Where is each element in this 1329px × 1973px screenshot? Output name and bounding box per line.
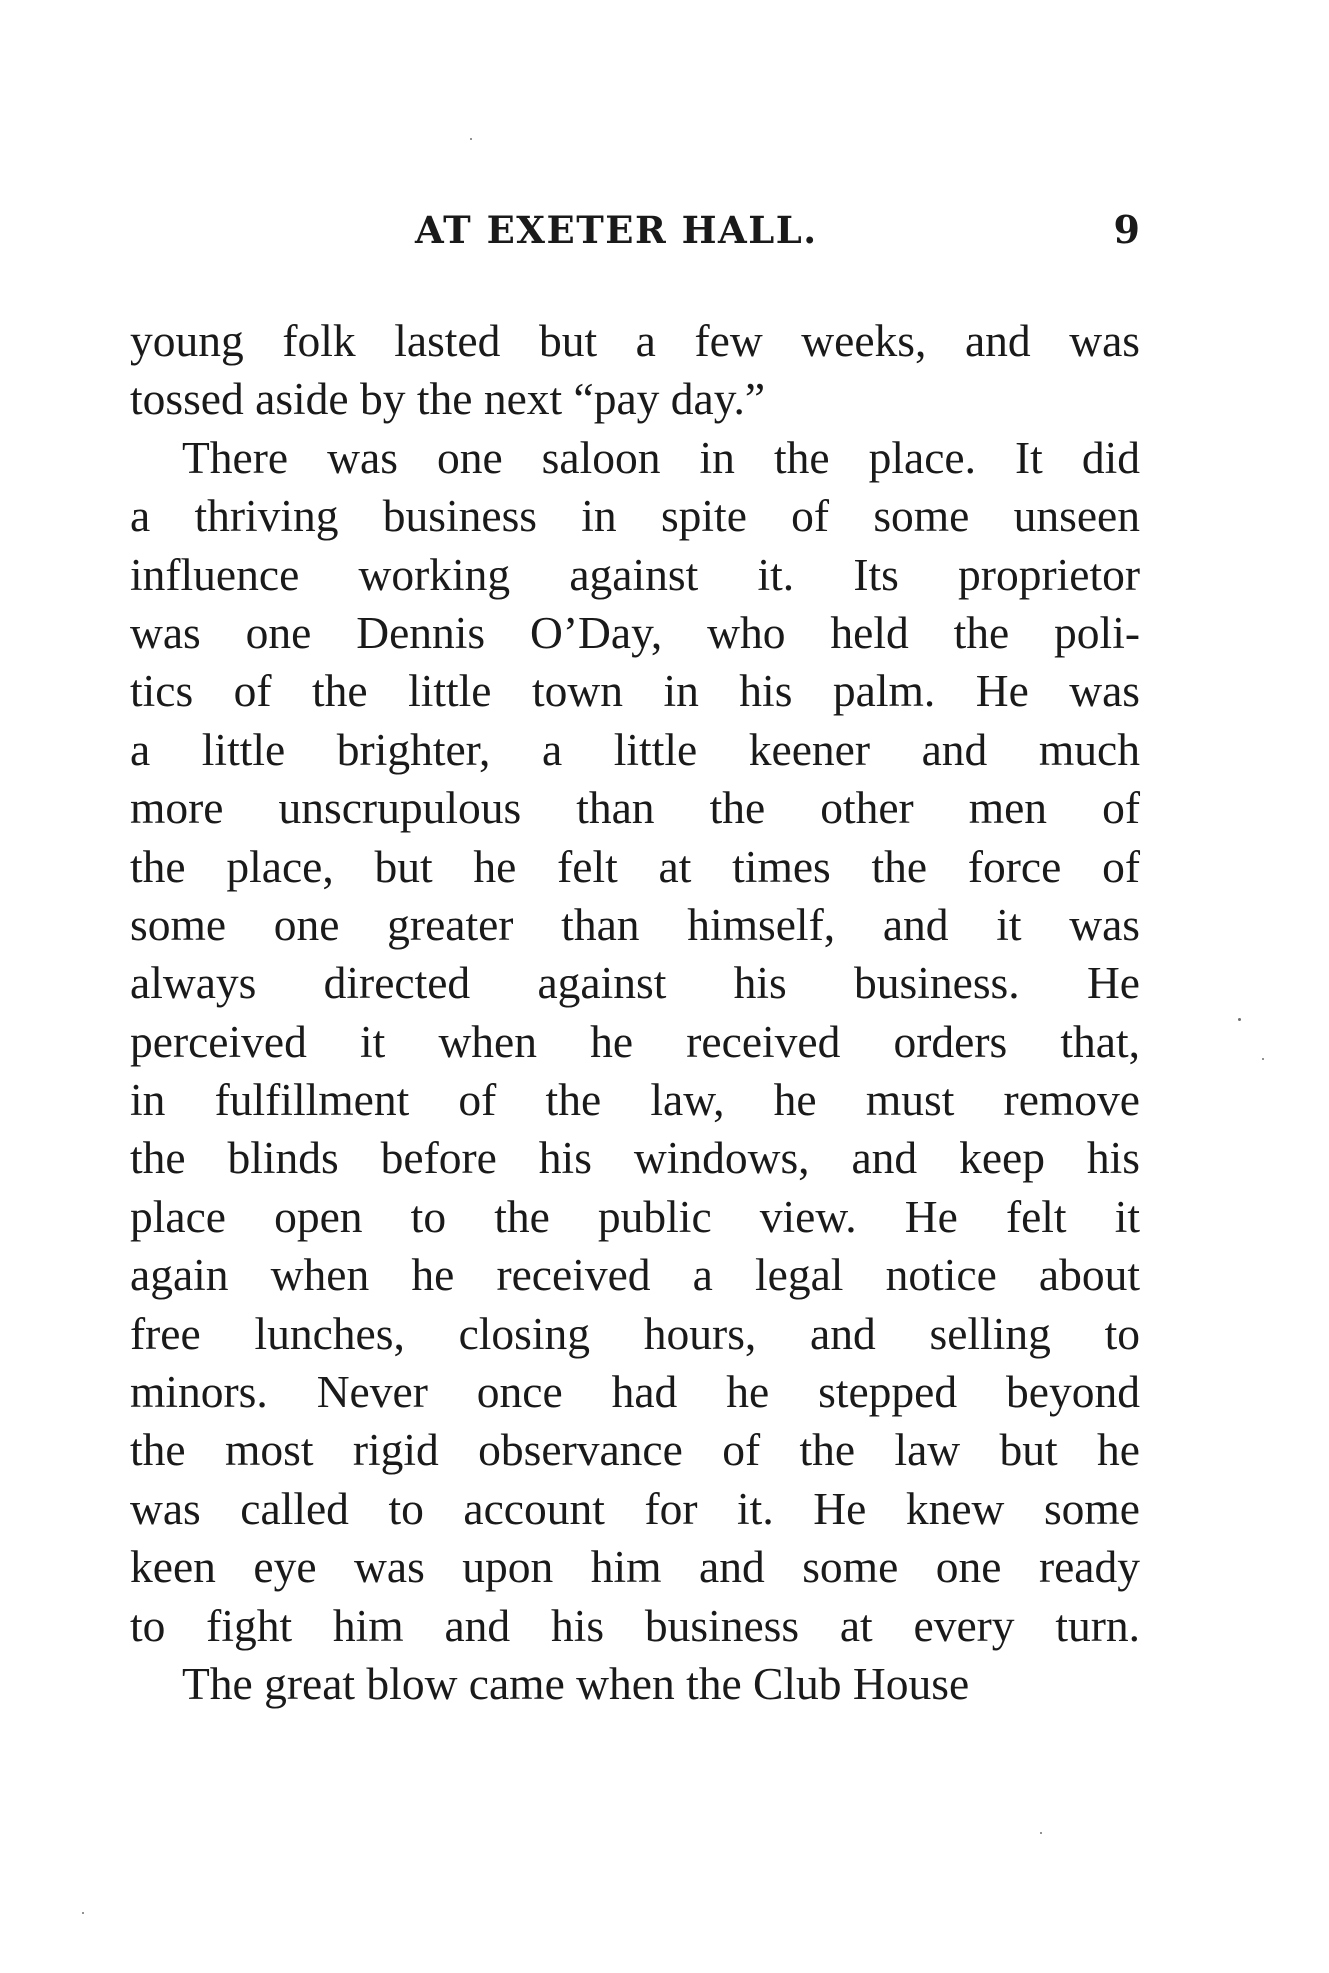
running-head [130, 205, 1140, 255]
text-line: influence working against it. Its proprietor [130, 548, 1140, 600]
text-line: the blinds before his windows, and keep his [130, 1132, 1140, 1184]
scan-speck [82, 1912, 84, 1914]
text-line: free lunches, closing hours, and selling to [130, 1307, 1140, 1359]
text-line: The great blow came when the Club House [182, 1657, 970, 1709]
text-line: perceived it when he received orders that, [130, 1015, 1140, 1067]
page-number: 9 [1113, 207, 1140, 252]
running-title: AT EXETER HALL. [415, 208, 818, 252]
text-line: tossed aside by the next “pay day.” [130, 373, 766, 425]
text-line: the most rigid observance of the law but he [130, 1424, 1140, 1476]
body-text [130, 312, 1140, 1713]
text-line: was called to account for it. He knew some [130, 1482, 1140, 1534]
text-line: some one greater than himself, and it was [130, 898, 1140, 950]
scan-speck [470, 138, 472, 140]
text-line: more unscrupulous than the other men of [130, 782, 1140, 834]
text-line: young folk lasted but a few weeks, and was [130, 315, 1140, 366]
text-line: was one Dennis O’Day, who held the poli- [130, 606, 1140, 658]
text-line: a little brighter, a little keener and much [130, 723, 1140, 775]
text-line: to fight him and his business at every turn. [130, 1599, 1140, 1651]
text-line: always directed against his business. He [130, 957, 1140, 1009]
text-line: There was one saloon in the place. It did [182, 431, 1140, 483]
scan-speck [1238, 1018, 1241, 1021]
text-line: minors. Never once had he stepped beyond [130, 1366, 1140, 1418]
text-line: place open to the public view. He felt it [130, 1190, 1140, 1242]
text-line: again when he received a legal notice about [130, 1249, 1140, 1301]
scan-speck [1040, 1832, 1042, 1834]
text-line: a thriving business in spite of some unseen [130, 490, 1140, 542]
text-line: the place, but he felt at times the force of [130, 840, 1140, 892]
scan-speck [1262, 1058, 1264, 1060]
text-line: in fulfillment of the law, he must remove [130, 1074, 1140, 1126]
text-line: keen eye was upon him and some one ready [130, 1541, 1140, 1593]
text-line: tics of the little town in his palm. He was [130, 665, 1140, 717]
